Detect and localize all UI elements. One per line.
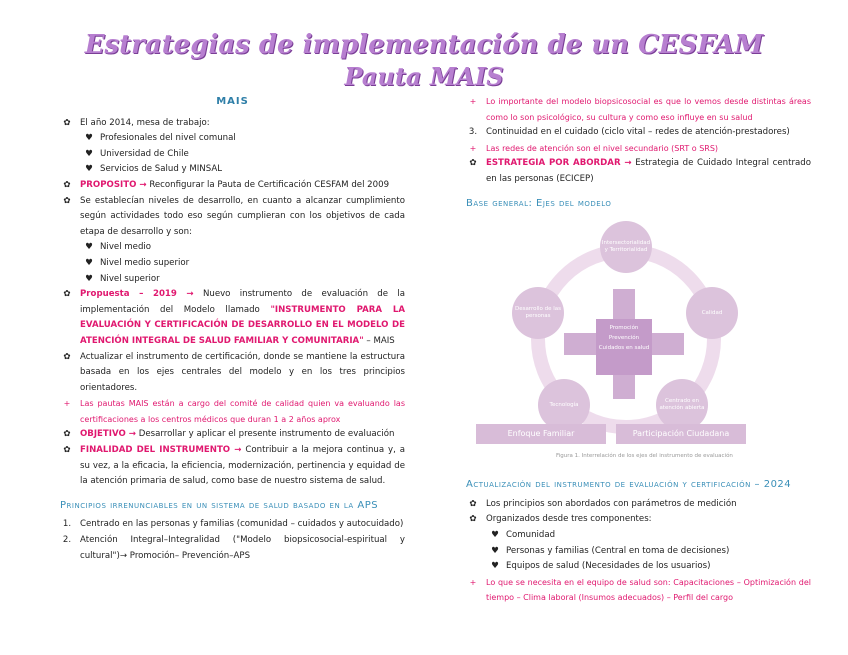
- flower-bullet-icon: ✿: [63, 429, 71, 440]
- list-item: ✿ OBJETIVO → Desarrollar y aplicar el presente instrumento de evaluación: [60, 427, 405, 443]
- list-item: 3. Continuidad en el cuidado (ciclo vital – redes de atención-prestadores): [468, 127, 790, 138]
- plus-bullet-icon: +: [469, 577, 477, 587]
- diagram-node: Tecnología: [538, 379, 590, 431]
- diagram-node: Intersectorialidad y Territorialidad: [600, 221, 652, 273]
- flower-bullet-icon: ✿: [63, 351, 71, 362]
- heart-bullet-icon: ♥: [85, 148, 93, 159]
- model-axes-diagram: [476, 219, 746, 469]
- update-heading: Actualización del instrumento de evaluación y certificación – 2024: [466, 479, 792, 491]
- diagram-node: Calidad: [686, 287, 738, 339]
- list-item: ♥ Profesionales del nivel comunal: [60, 131, 405, 147]
- list-item: 2. Atención Integral–Integralidad ("Modelo biopsicosocial-espiritual y cultural")→ Promoción– Prevención–APS: [62, 535, 405, 561]
- diagram-center: Promoción Prevención Cuidados en salud: [596, 319, 652, 375]
- list-item: ✿ PROPOSITO → Reconfigurar la Pauta de Certificación CESFAM del 2009: [60, 178, 405, 194]
- heart-bullet-icon: ♥: [85, 273, 93, 284]
- list-item: ♥ Personas y familias (Central en toma de decisiones): [466, 544, 811, 560]
- list-item: ♥ Nivel superior: [60, 272, 405, 288]
- list-item: + Lo que se necesita en el equipo de salud son: Capacitaciones – Optimización del tiempo – Clima laboral (Insumos adecuados) – Perfil del cargo: [466, 575, 811, 606]
- list-item: + Las pautas MAIS están a cargo del comité de calidad quien va evaluando las certificaciones a los centros médicos que duran 1 a 2 años aprox: [60, 396, 405, 427]
- flower-bullet-icon: ✿: [469, 514, 477, 525]
- flower-bullet-icon: ✿: [63, 445, 71, 456]
- diagram-bar: Participación Ciudadana: [616, 424, 746, 444]
- figure-caption: Figura 1. Interrelación de los ejes del instrumento de evaluación: [556, 453, 733, 460]
- list-item: ✿ Propuesta – 2019 → Nuevo instrumento de evaluación de la implementación del Modelo llamado "INSTRUMENTO PARA LA EVALUACIÓN Y CERTIFICACIÓN DE DESARROLLO EN EL MODELO DE ATENCIÓN INTEGRAL DE SALUD FAMILIAR Y COMUNITARIA" – MAIS: [60, 287, 405, 349]
- list-item: ✿ Organizados desde tres componentes:: [466, 512, 811, 528]
- list-item: + Las redes de atención son el nivel secundario (SRT o SRS): [466, 141, 811, 157]
- principles-heading: Principios irrenunciables en un sistema de salud basado en la APS: [60, 499, 379, 511]
- flower-bullet-icon: ✿: [63, 195, 71, 206]
- flower-bullet-icon: ✿: [63, 179, 71, 190]
- heart-bullet-icon: ♥: [85, 242, 93, 253]
- heart-bullet-icon: ♥: [491, 561, 499, 572]
- diagram-node: Desarrollo de las personas: [512, 287, 564, 339]
- list-item: ♥ Comunidad: [466, 528, 811, 544]
- list-item: ✿ ESTRATEGIA POR ABORDAR → Estrategia de Cuidado Integral centrado en las personas (ECICEP): [466, 156, 811, 187]
- heart-bullet-icon: ♥: [491, 529, 499, 540]
- heart-bullet-icon: ♥: [491, 545, 499, 556]
- list-item: ♥ Universidad de Chile: [60, 147, 405, 163]
- diagram-bar: Enfoque Familiar: [476, 424, 606, 444]
- page-title: Estrategias de implementación de un CESFAM: [84, 30, 764, 60]
- heart-bullet-icon: ♥: [85, 257, 93, 268]
- list-item: ✿ Los principios son abordados con parámetros de medición: [466, 497, 811, 513]
- plus-bullet-icon: +: [469, 97, 477, 106]
- flower-bullet-icon: ✿: [63, 289, 71, 300]
- diagram-node: Centrado en atención abierta: [656, 379, 708, 431]
- list-item: ✿ Se establecían niveles de desarrollo, en cuanto a alcanzar cumplimiento según actividades todo eso según cumplieran con los objetivos de cada etapa de desarrollo y son:: [60, 194, 405, 241]
- flower-bullet-icon: ✿: [469, 498, 477, 509]
- page-subtitle: Pauta MAIS: [344, 62, 504, 91]
- heart-bullet-icon: ♥: [85, 164, 93, 175]
- left-column: [60, 94, 405, 564]
- list-item: + Lo importante del modelo biopsicosocial es que lo vemos desde distintas áreas como lo son psicológico, su cultura y como eso influye en su salud: [466, 94, 811, 125]
- list-item: ♥ Equipos de salud (Necesidades de los usuarios): [466, 559, 811, 575]
- flower-bullet-icon: ✿: [63, 117, 71, 128]
- list-item: ♥ Nivel medio: [60, 240, 405, 256]
- base-heading: Base general: Ejes del modelo: [466, 197, 612, 209]
- list-item: ♥ Nivel medio superior: [60, 256, 405, 272]
- list-item: ✿ FINALIDAD DEL INSTRUMENTO → Contribuir a la mejora continua y, a su vez, a la eficacia, la eficiencia, modernización, pertinencia y equidad de la atención primaria de salud, como base de nuestro sistema de salud.: [60, 443, 405, 490]
- right-column: [466, 94, 811, 606]
- list-item: ✿ Actualizar el instrumento de certificación, donde se mantiene la estructura basada en los ejes centrales del modelo y en los tres principios orientadores.: [60, 350, 405, 397]
- list-item: ✿ El año 2014, mesa de trabajo:: [60, 116, 405, 132]
- plus-bullet-icon: +: [63, 399, 71, 409]
- list-item: ♥ Servicios de Salud y MINSAL: [60, 162, 405, 178]
- mais-heading: MAIS: [216, 96, 249, 107]
- flower-bullet-icon: ✿: [469, 158, 477, 169]
- heart-bullet-icon: ♥: [85, 133, 93, 144]
- list-item: 1. Centrado en las personas y familias (comunidad – cuidados y autocuidado): [62, 519, 404, 530]
- plus-bullet-icon: +: [469, 143, 477, 153]
